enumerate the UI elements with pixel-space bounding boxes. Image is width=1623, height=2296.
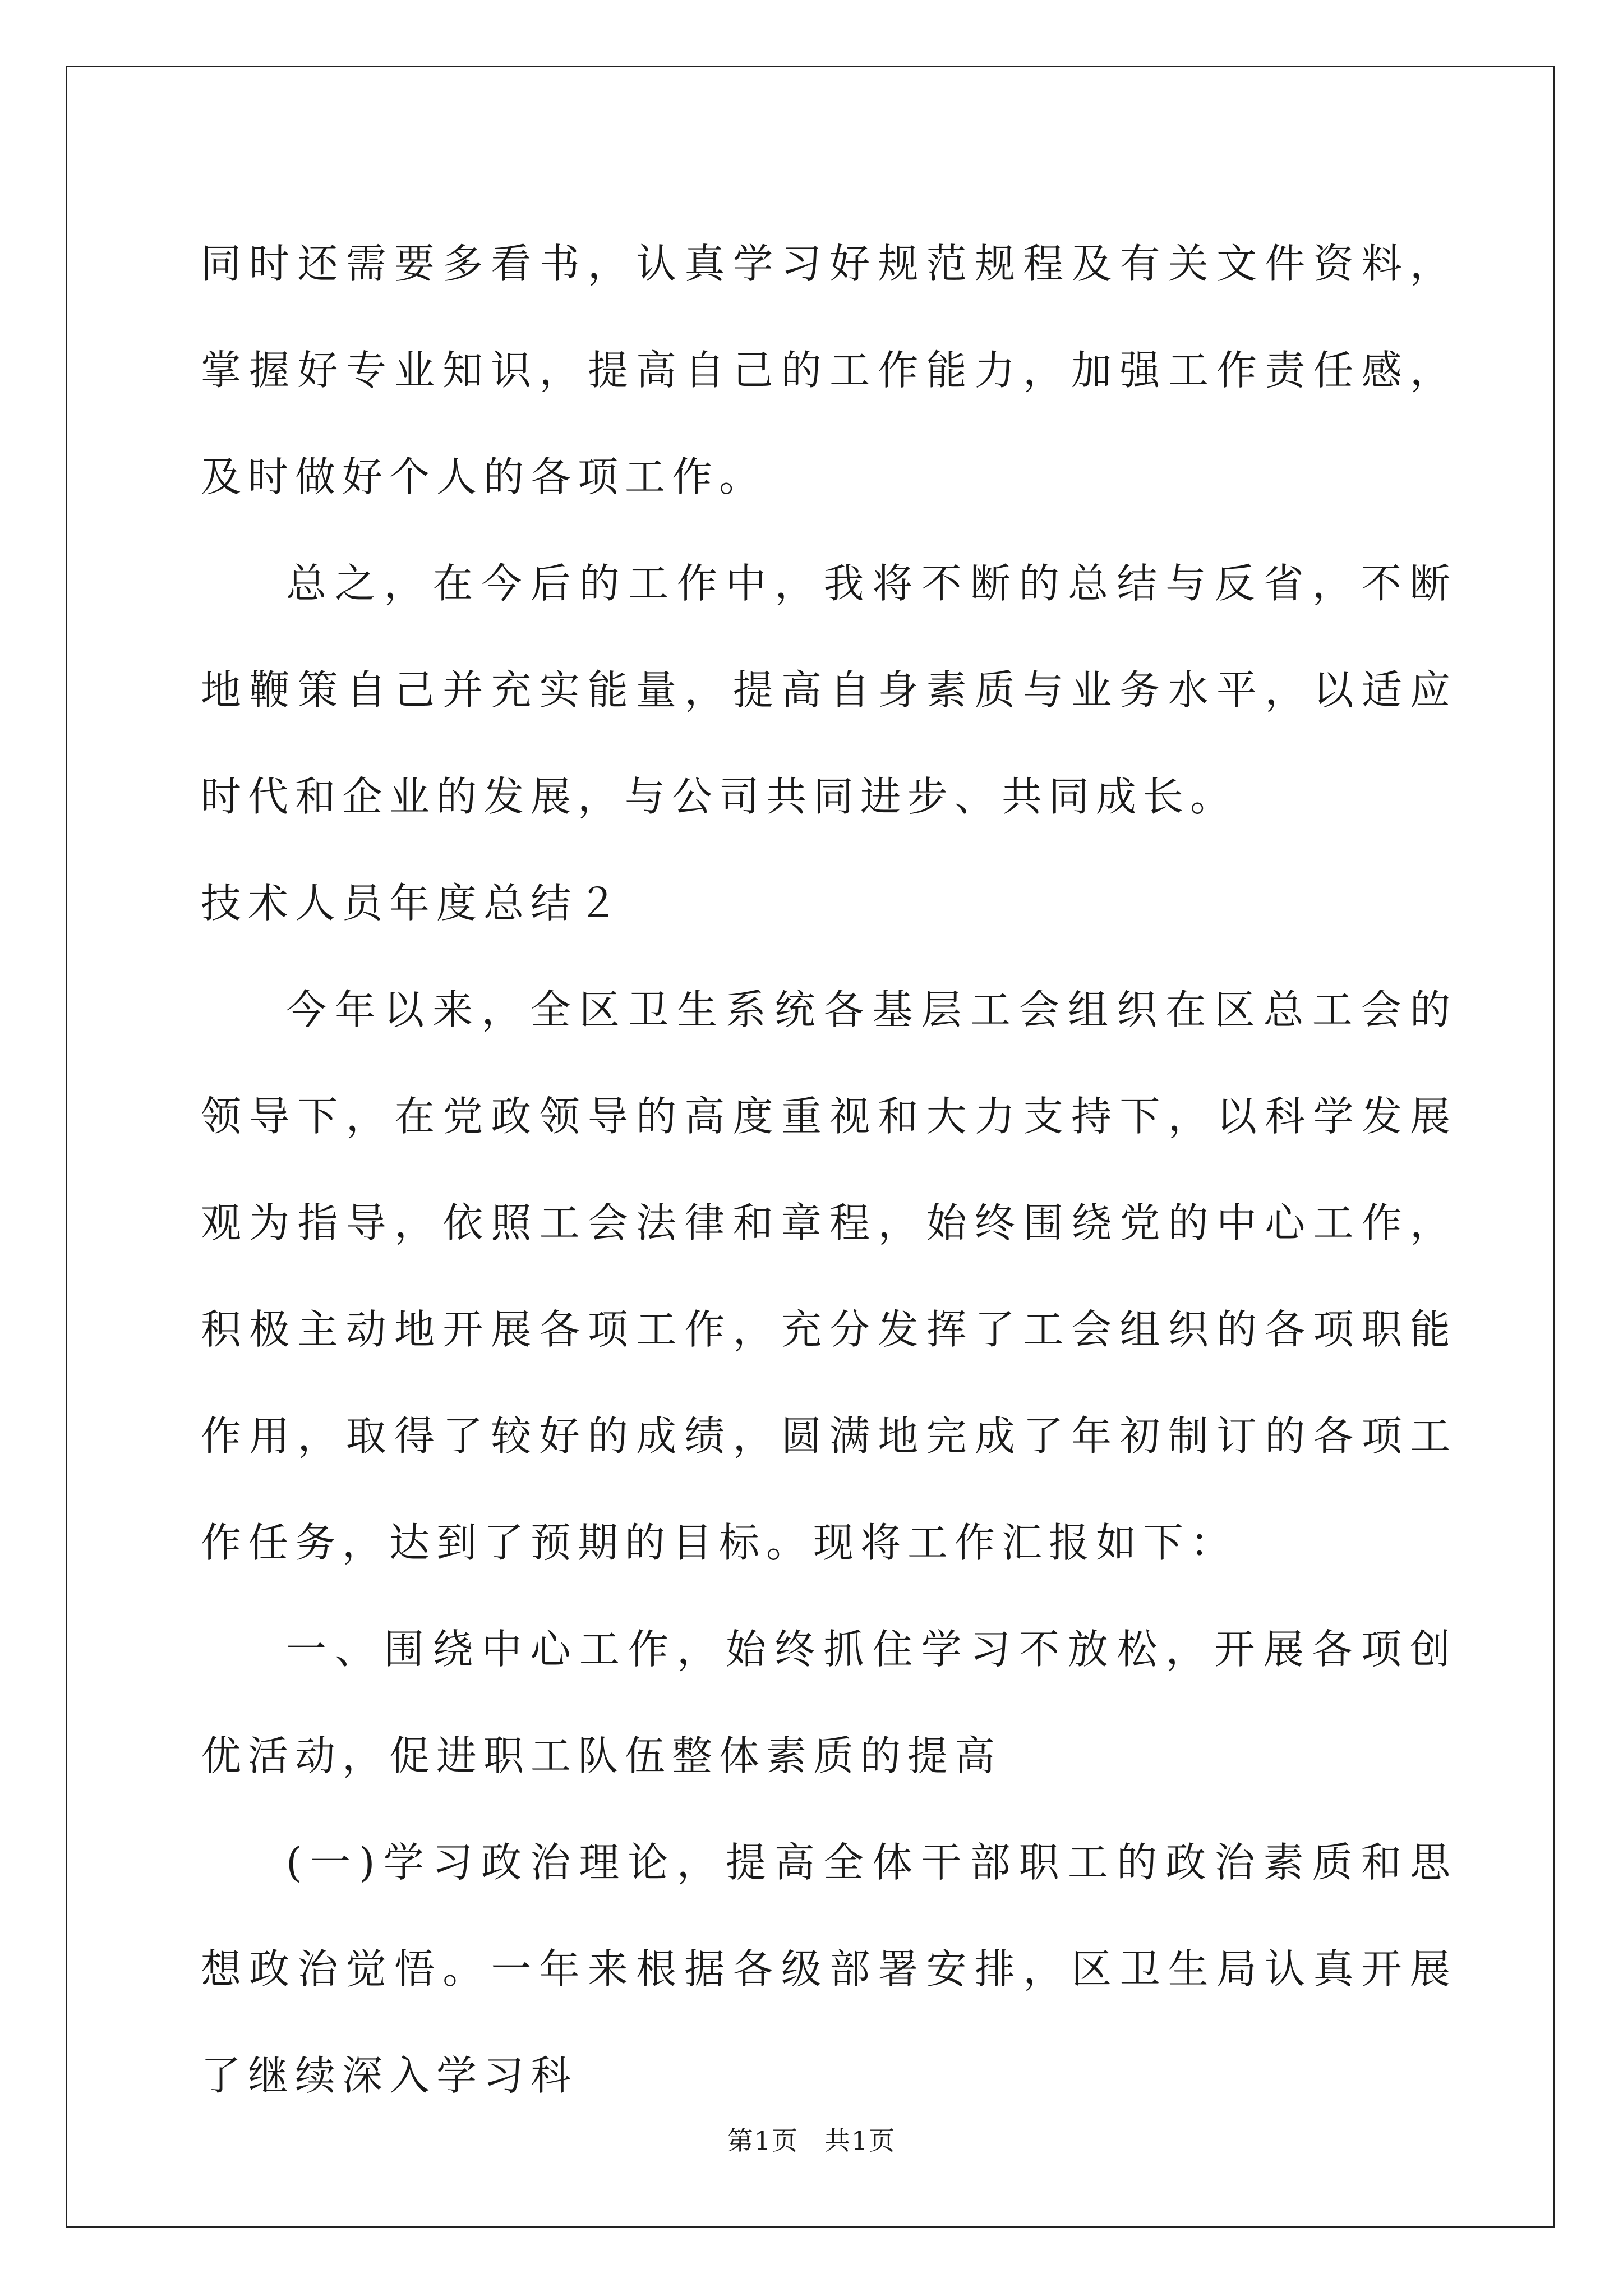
page-total: 共1页 <box>824 2125 896 2156</box>
paragraph-conclusion: 总之，在今后的工作中，我将不断的总结与反省，不断地鞭策自己并充实能量，提高自身素质与业务水平，以适应时代和企业的发展，与公司共同进步、共同成长。 <box>201 560 1457 820</box>
paragraph-section-one: 一、围绕中心工作，始终抓住学习不放松，开展各项创优活动，促进职工队伍整体素质的提高 <box>201 1626 1457 1779</box>
paragraph-subsection-one: (一)学习政治理论，提高全体干部职工的政治素质和思想政治觉悟。一年来根据各级部署安排，区卫生局认真开展了继续深入学习科 <box>201 1839 1457 2099</box>
section-heading: 技术人员年度总结２ <box>201 880 625 927</box>
paragraph-continuation: 同时还需要多看书，认真学习好规范规程及有关文件资料，掌握好专业知识，提高自己的工作能力，加强工作责任感，及时做好个人的各项工作。 <box>201 240 1457 500</box>
paragraph-intro: 今年以来，全区卫生系统各基层工会组织在区总工会的领导下，在党政领导的高度重视和大力支持下，以科学发展观为指导，依照工会法律和章程，始终围绕党的中心工作，积极主动地开展各项工作，充分发挥了工会组织的各项职能作用，取得了较好的成绩，圆满地完成了年初制订的各项工作任务，达到了预期的目标。现将工作汇报如下： <box>201 986 1457 1566</box>
page-footer <box>0 2120 1623 2157</box>
page-number: 第1页 <box>727 2125 799 2156</box>
document-body <box>201 210 1457 2129</box>
